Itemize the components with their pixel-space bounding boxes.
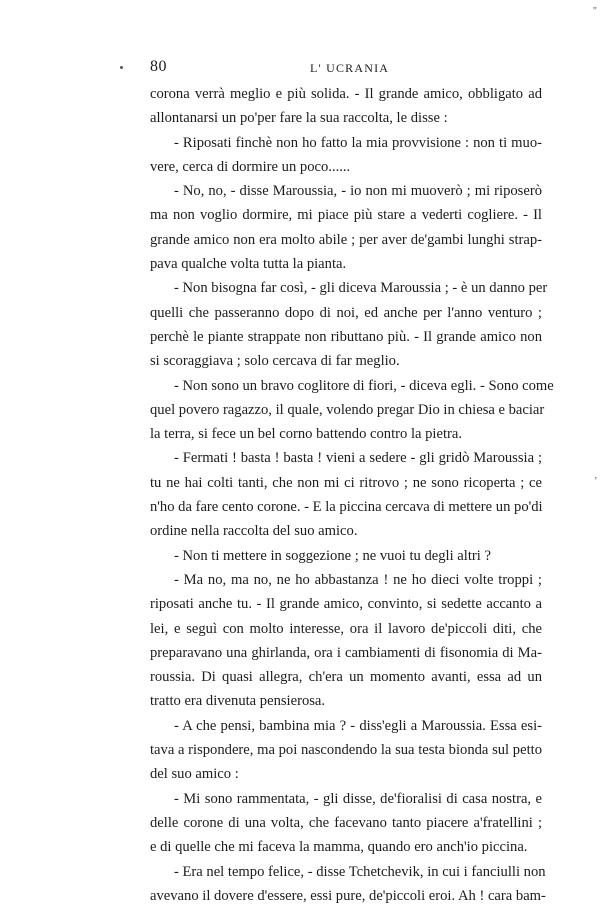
text-line: tu ne hai colti tanti, che non mi ci ritrovo ; ne sono ricoperta ; ce	[150, 474, 542, 491]
text-line: - Non ti mettere in soggezione ; ne vuoi tu degli altri ?	[174, 547, 491, 564]
text-line: avevano il dovere d'essere, essi pure, de'piccoli eroi. Ah ! cara bam-	[150, 887, 546, 904]
text-line: del suo amico :	[150, 766, 239, 783]
text-line: vere, cerca di dormire un poco......	[150, 158, 351, 175]
text-line: roussia. Di quasi allegra, ch'era un momento avanti, essa ad un	[150, 669, 542, 686]
text-line: - Fermati ! basta ! basta ! vieni a sedere - gli gridò Maroussia ;	[174, 450, 542, 467]
text-line: delle corone di una volta, che facevano tanto piacere a'fratellini ;	[150, 814, 542, 831]
text-line: ma non voglio dormire, mi piace più stare a vederti cogliere. - Il	[150, 207, 542, 224]
text-line: grande amico non era molto abile ; per aver de'gambi lunghi strap-	[150, 231, 542, 248]
page-number: 80	[150, 58, 167, 75]
running-title: L' UCRANIA	[310, 61, 390, 75]
text-line: corona verrà meglio e più solida. - Il grande amico, obbligato ad	[150, 86, 542, 102]
text-line: tava a rispondere, ma poi nascondendo la sua testa bionda sul petto	[150, 742, 542, 759]
text-line: tratto era divenuta pensierosa.	[150, 693, 326, 710]
text-line: la terra, si fece un bel corno battendo contro la pietra.	[150, 426, 463, 443]
text-line: ordine nella raccolta del suo amico.	[150, 523, 358, 540]
margin-dot	[120, 66, 123, 69]
text-line: preparavano una ghirlanda, ora i cambiamenti di fisonomia di Ma-	[150, 644, 542, 661]
edge-mark-top: "	[592, 6, 597, 17]
text-line: n'ho da fare cento corone. - E la piccina cercava di mettere un po'di	[150, 499, 543, 516]
text-line: riposati anche tu. - Il grande amico, convinto, si sedette accanto a	[150, 596, 542, 613]
text-line: - Ma no, ma no, ne ho abbastanza ! ne ho dieci volte troppi ;	[174, 571, 542, 588]
body-text	[150, 82, 554, 908]
text-line: pava qualche volta tutta la pianta.	[150, 256, 347, 273]
text-line: quelli che passeranno dopo di noi, ed anche per l'anno venturo ;	[150, 304, 542, 321]
text-line: - A che pensi, bambina mia ? - diss'egli a Maroussia. Essa esi-	[174, 717, 542, 734]
text-line: quel povero ragazzo, il quale, volendo pregar Dio in chiesa e baciar	[150, 401, 545, 418]
text-line: - Mi sono rammentata, - gli disse, de'fioralisi di casa nostra, e	[174, 790, 542, 807]
edge-mark-middle: ,	[594, 470, 597, 481]
text-line: - No, no, - disse Maroussia, - io non mi muoverò ; mi riposerò	[174, 183, 542, 200]
text-line: - Non bisogna far così, - gli diceva Maroussia ; - è un danno per	[174, 280, 548, 297]
text-line: - Era nel tempo felice, - disse Tchetchevik, in cui i fanciulli non	[174, 863, 546, 880]
text-line: perchè le piante strappate non ributtano più. - Il grande amico non	[150, 328, 542, 345]
text-line: - Riposati finchè non ho fatto la mia provvisione : non ti muo-	[174, 134, 542, 151]
page-header	[150, 58, 542, 80]
text-line: - Non sono un bravo coglitore di fiori, - diceva egli. - Sono come	[174, 377, 554, 394]
text-line: allontanarsi un po'per fare la sua raccolta, le disse :	[150, 110, 448, 127]
text-line: si scoraggiava ; solo cercava di far meglio.	[150, 353, 400, 370]
text-line: e di quelle che mi faceva la mamma, quando ero anch'io piccina.	[150, 839, 528, 856]
text-line: lei, e seguì con molto interesse, ora il lavoro de'piccoli diti, che	[150, 620, 542, 637]
